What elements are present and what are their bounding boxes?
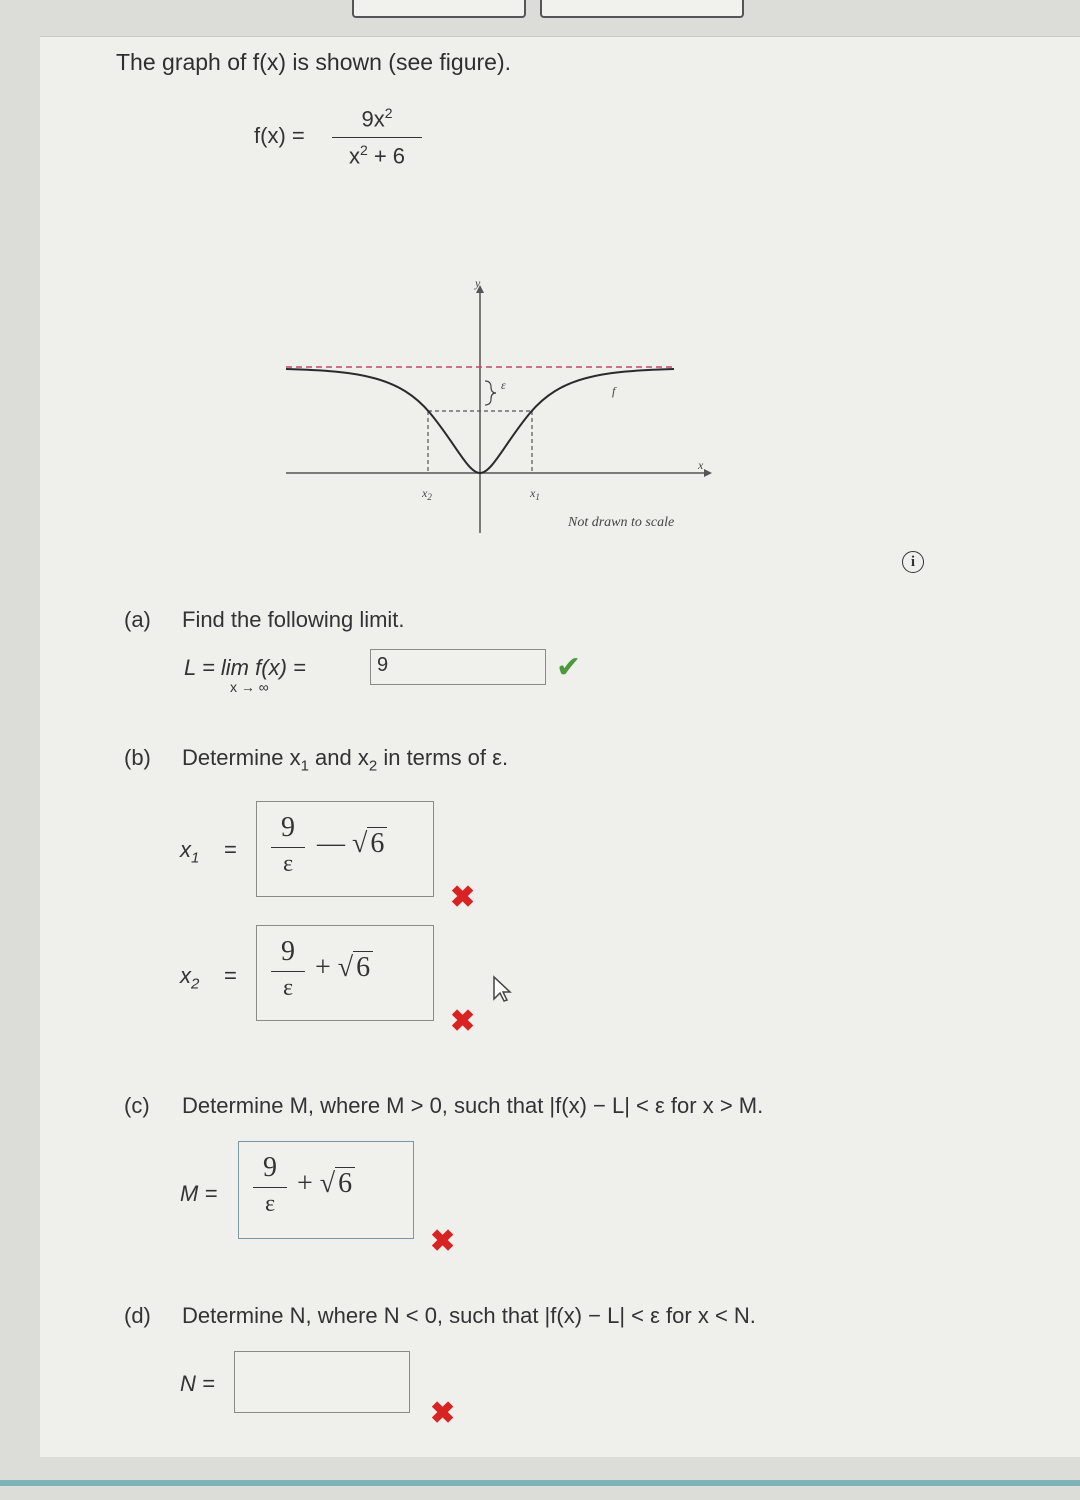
x-axis-label: x: [698, 458, 704, 472]
x-axis-arrow: [704, 469, 712, 477]
top-tab-left[interactable]: [352, 0, 526, 18]
not-to-scale-note: Not drawn to scale: [568, 515, 675, 530]
x1-equals: =: [224, 837, 237, 862]
x2-radical-term: + √ 6: [315, 952, 373, 984]
epsilon-brace: [485, 381, 496, 405]
correct-check-icon: ✔: [556, 651, 582, 684]
part-d-prompt: (d) Determine N, where N < 0, such that |f(x) − L| < ε for x < N.: [124, 1303, 756, 1328]
m-wrong-icon: ✖: [430, 1225, 456, 1258]
x1-wrong-icon: ✖: [450, 881, 476, 914]
x1-radical-term: — √ 6: [317, 828, 387, 860]
intro-text: The graph of f(x) is shown (see figure).: [116, 49, 511, 75]
x1-label: $x_1$: [180, 837, 200, 867]
x1-tick-label: $x_1$: [530, 486, 540, 502]
m-label: M =: [180, 1181, 218, 1206]
x1-answer-box[interactable]: [256, 801, 434, 897]
epsilon-label: ε: [501, 378, 506, 392]
bottom-divider: [0, 1480, 1080, 1486]
y-axis-label: y: [475, 277, 481, 290]
m-answer-box[interactable]: [238, 1141, 414, 1239]
info-icon[interactable]: i: [902, 551, 924, 573]
m-fraction: 9 ε: [253, 1152, 287, 1218]
n-wrong-icon: ✖: [430, 1397, 456, 1430]
curve-label: f: [612, 384, 616, 398]
n-answer-box[interactable]: [234, 1351, 410, 1413]
part-c-prompt: (c) Determine M, where M > 0, such that |f(x) − L| < ε for x > M.: [124, 1093, 764, 1118]
formula-fraction: $9x^2$ $x^2 + 6$: [332, 105, 422, 169]
x2-equals: =: [224, 963, 237, 988]
part-b-prompt: (b) Determine $x_1$ and $x_2$ in terms of ε.: [124, 745, 509, 775]
limit-answer-box[interactable]: [370, 649, 546, 685]
limit-answer-value: 9: [377, 654, 389, 676]
x2-fraction: 9 ε: [271, 936, 305, 1002]
x2-answer-box[interactable]: [256, 925, 434, 1021]
function-graph: [280, 277, 720, 547]
question-panel: [40, 36, 1080, 1457]
limit-expression: L = lim f(x) =: [184, 655, 306, 680]
part-a-prompt: (a) Find the following limit.: [124, 607, 405, 632]
m-radical-term: + √ 6: [297, 1168, 355, 1200]
x2-tick-label: $x_2$: [422, 486, 432, 502]
limit-subscript: x → ∞: [230, 679, 269, 695]
mouse-cursor-icon: [492, 975, 512, 1003]
n-label: N =: [180, 1371, 215, 1396]
top-tab-right[interactable]: [540, 0, 744, 18]
formula-lhs: f(x) =: [254, 123, 305, 148]
x2-label: $x_2$: [180, 963, 200, 993]
x1-fraction: 9 ε: [271, 812, 305, 878]
x2-wrong-icon: ✖: [450, 1005, 476, 1038]
